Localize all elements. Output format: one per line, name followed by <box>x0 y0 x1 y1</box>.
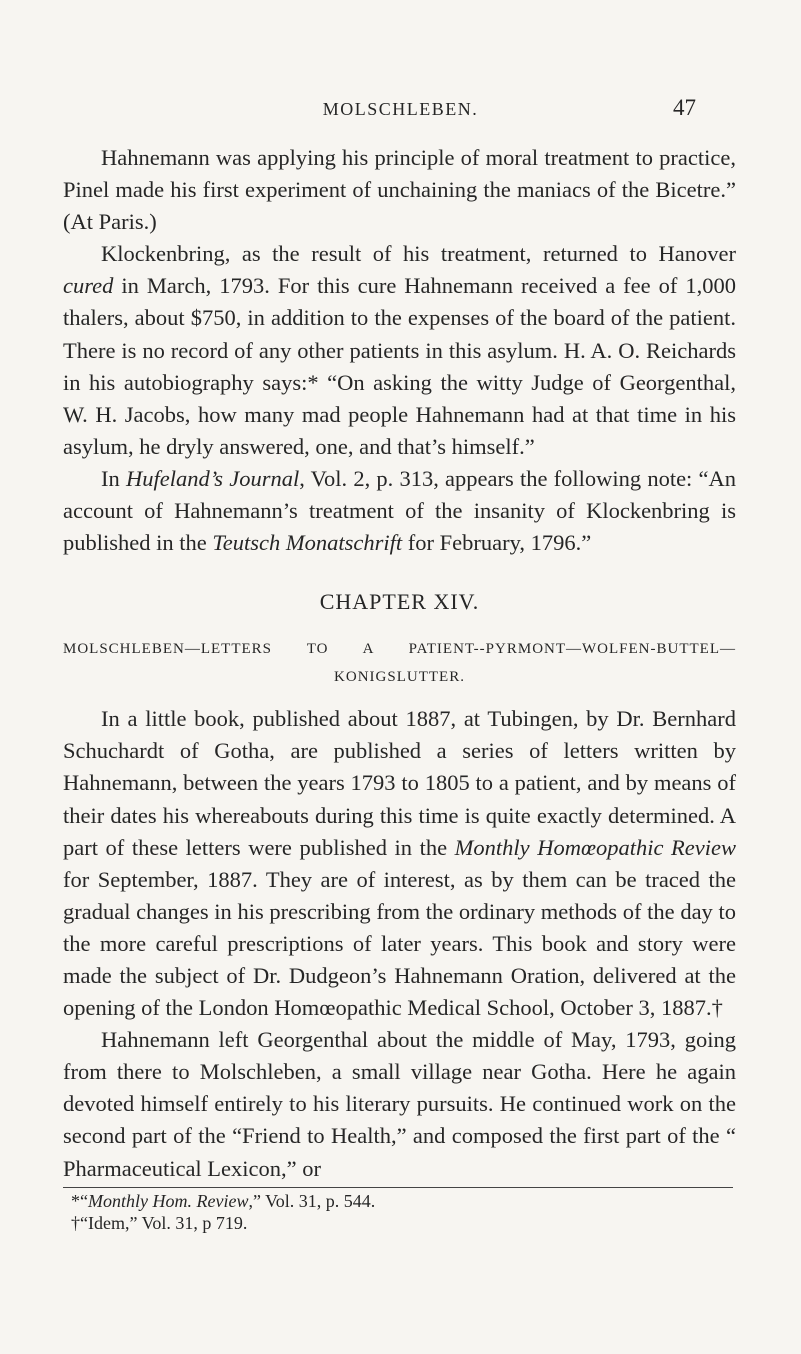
text-run: †“Idem,” Vol. 31, p 719. <box>71 1212 248 1233</box>
italic-text: Hufeland’s Journal <box>125 465 300 491</box>
text-run: Klockenbring, as the result of his treatment, returned to Hanover <box>101 241 736 267</box>
chapter-subtitle: MOLSCHLEBEN—LETTERS TO A PATIENT--PYRMONT—WOLFEN-BUTTEL—KONIGSLUTTER. <box>63 641 736 686</box>
page-header <box>0 95 801 135</box>
page-number: 47 <box>673 95 696 120</box>
paragraph <box>63 238 736 463</box>
chapter-heading: CHAPTER XIV. <box>319 589 480 615</box>
body-text <box>63 142 736 1234</box>
running-head: MOLSCHLEBEN. <box>322 99 479 119</box>
italic-text: Monthly Hom. Review <box>88 1190 249 1211</box>
text-run: In <box>101 465 126 491</box>
paragraph <box>63 703 736 1024</box>
text-run: *“ <box>71 1190 88 1211</box>
text-run: , Vol. 2, p. 313, appears the following note: “An account of Hahnemann’s treatment of the insanity of Klockenbring is published in the <box>63 465 736 556</box>
text-run: in March, 1793. For this cure Hahnemann received a fee of 1,000 thalers, about $750, in addition to the expenses of the board of the patient. There is no record of any other patients in this asylum. H. A. O. Reichards in his autobiography says:* “On asking the witty Judge of Georgenthal, W. H. Jacobs, how many mad people Hahnemann had at that time in his asylum, he dryly answered, one, and that’s himself.” <box>63 273 736 459</box>
text-run: ,” Vol. 31, p. 544. <box>248 1190 376 1211</box>
paragraph-group-1 <box>63 142 736 559</box>
italic-text: Monthly Homœopathic Review <box>454 834 736 860</box>
italic-text: cured <box>63 273 114 299</box>
paragraph-group-2 <box>63 703 736 1184</box>
footnote <box>63 1212 736 1234</box>
footnotes <box>63 1190 736 1234</box>
footnote-rule <box>63 1187 733 1188</box>
text-run: Hahnemann left Georgenthal about the middle of May, 1793, going from there to Molschleben, a small village near Gotha. Here he again devoted himself entirely to his literary pursuits. He continued work on the second part of the “Friend to Health,” and composed the first part of the “ Pharmaceutical Lexicon,” or <box>63 1027 736 1181</box>
paragraph <box>63 142 736 238</box>
footnote <box>63 1190 736 1212</box>
paragraph <box>63 463 736 559</box>
text-run: for September, 1887. They are of interest, as by them can be traced the gradual changes in his prescribing from the ordinary methods of the day to the more careful prescriptions of later years. This book and story were made the subject of Dr. Dudgeon’s Hahnemann Oration, delivered at the opening of the London Homœopathic Medical School, October 3, 1887.† <box>63 866 736 1021</box>
italic-text: Teutsch Monatschrift <box>212 530 403 556</box>
text-run: In a little book, published about 1887, at Tubingen, by Dr. Bernhard Schuchardt of Gotha, are published a series of letters written by Hahnemann, between the years 1793 to 1805 to a patient, and by means of their dates his whereabouts during this time is quite exactly determined. A part of these letters were published in the <box>63 706 736 860</box>
text-run: for February, 1796.” <box>402 530 592 556</box>
paragraph <box>63 1024 736 1184</box>
text-run: Hahnemann was applying his principle of moral treatment to practice, Pinel made his first experiment of unchaining the maniacs of the Bicetre.” (At Paris.) <box>63 145 736 235</box>
